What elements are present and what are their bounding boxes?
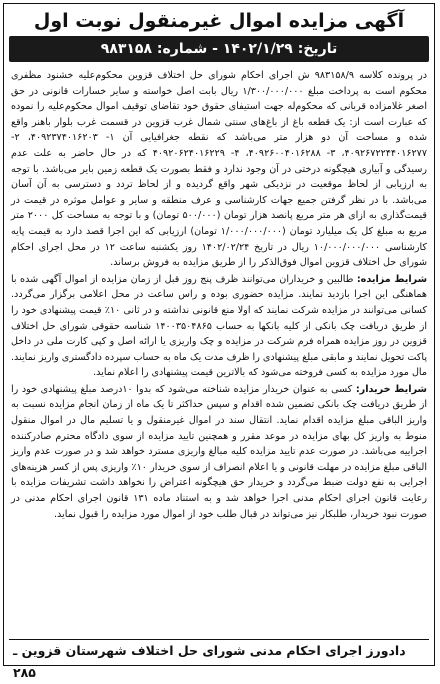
- signature-footer: دادورز اجرای احکام مدنی شورای حل اختلاف شهرستان قزوین ـ ۲۸۵: [9, 639, 429, 662]
- paragraph-lead: شرایط خریدار:: [355, 383, 427, 395]
- notice-body: [4, 62, 434, 522]
- description-paragraph: [11, 68, 427, 271]
- notice-title: آگهی مزایده اموال غیرمنقول نوبت اول: [33, 10, 405, 32]
- notice-frame: [3, 3, 435, 680]
- buyer-conditions-paragraph: [11, 382, 427, 522]
- paragraph-text: کسی به عنوان خریدار مزایده شناخته می‌شود که بدوا ۱۰درصد مبلغ پیشنهادی خود را از طریق دریافت چک بانکی تضمین شده اقدام و سپس حداکثر تا یک ماه از زمان انجام مزایده نسبت به واریز الباقی مبلغ مزایده اقدام نماید. انتقال سند در اموال غیرمنقول و یا تسلیم مال در اموال منقول منوط به واریز کل بهای مزایده در موعد مقرر و همچنین تایید مزایده از سوی دادگاه محترم صادرکننده اجراییه می‌باشد. در صورت عدم تایید مزایده کلیه مبالغ واریزی مسترد خواهد شد و در صورت عدم واریز الباقی مبلغ مزایده در مهلت قانونی و یا اعلام انصراف از سوی خریدار ۱۰٪ واریزی پس از کسر هزینه‌های اجرایی به نفع دولت ضبط می‌گردد و خریدار حق هیچگونه اعتراض را نخواهد داشت تشریفات مزایده با رعایت قانون اجرای احکام مدنی اجرا خواهد شد و به استناد ماده ۱۳۱ قانون اجرای احکام مدنی در صورت نبود خریدار، طلبکار نیز می‌تواند در قبال طلب خود از اموال مورد مزایده را قبول نماید.: [11, 383, 427, 520]
- paragraph-text: طالبین و خریداران می‌توانند ظرف پنج روز قبل از زمان مزایده از اموال آگهی شده با هماهنگی این اجرا بازدید نمایند. مزایده حضوری بوده و راس ساعت در محل اعلامی برگزار می‌گردد. کسانی می‌توانند در مزایده شرکت نمایند که اولا منع قانونی نداشته و در ثانی ۱۰٪ قیمت پیشنهادی خود را از طریق دریافت چک بانکی از کلیه بانکها به حساب ۱۴۰۰۳۵۰۴۸۶۵ شناسه حقوقی شورای حل اختلاف قزوین در روز مزایده همراه فرم شرکت در مزایده و چک واریزی یا ارائه اصل و کپی کارت ملی در داخل پاکت تحویل نمایند و مابقی مبلغ پیشنهادی را ظرف مدت یک ماه به حساب سپرده دادگستری واریز نمایند. مال مورد مزایده به کسی فروخته می‌شود که بالاترین قیمت پیشنهادی را اعلام نماید.: [11, 273, 427, 379]
- auction-conditions-paragraph: [11, 272, 427, 381]
- paragraph-text: در پرونده کلاسه ۹۸۳۱۵۸/۹ ش اجرای احکام شورای حل اختلاف قزوین محکوم‌علیه خشنود مظفری محکوم است به پرداخت مبلغ ۱/۳۰۰/۰۰۰/۰۰۰ ریال بابت اصل خواسته و سایر خسارات قانونی در حق اصغر غلامزاده قربانی که محکوم‌له جهت استیفای حقوق خود تقاضای توقیف اموال محکوم‌علیه را نموده که عبارت است از: یک قطعه باغ از باغ‌های سنتی شمال غرب قزوین در قسمت غرب بلوار باهنر واقع شده و مساحت آن دو هزار متر می‌باشد که نقطه جغرافیایی آن ۱- ۴۰۹۲۳۷۴۰۱۶۲۰۳، ۲- ۴۰۹۲۶۷۲۲۴۴۰۱۶۲۷۷، ۳- ۴۰۹۲۶۰۰۴۰۱۶۲۸۸، ۴- ۴۰۹۲۰۶۲۴۰۱۶۲۲۹ که در حال حاضر به علت عدم رسیدگی و آبیاری هیچگونه درختی در آن وجود ندارد و فقط بصورت یک قطعه زمین بایر می‌باشد. با توجه به ارزیابی از لحاظ موقعیت در نزدیکی شهر واقع گردیده و از لحاظ تردد و دسترسی به آن آسان می‌باشد. با در نظر گرفتن جمیع جهات کارشناسی و عرف منطقه و سایر و عوامل موثره در قیمت در قیمت‌گذاری به ازای هر متر مربع پانصد هزار تومان (۵۰۰/۰۰۰ تومان) و با توجه به مساحت کل ۲۰۰۰ متر مربع به مبلغ کل یک میلیارد تومان (۱/۰۰۰/۰۰۰/۰۰۰ تومان) ارزیابی که این اجرا قصد دارد به قیمت پایه کارشناسی ۱۰/۰۰۰/۰۰۰/۰۰۰ ریال در تاریخ ۱۴۰۲/۰۲/۲۴ روز یکشنبه ساعت ۱۲ در محل اجرای احکام شورای حل اختلاف قزوین اموال فوق‌الذکر را از طریق مزایده به فروش برساند.: [11, 70, 427, 269]
- paragraph-lead: شرایط مزایده:: [356, 273, 428, 285]
- date-number-bar: تاریخ: ۱۴۰۲/۱/۲۹ - شماره: ۹۸۳۱۵۸: [9, 36, 429, 62]
